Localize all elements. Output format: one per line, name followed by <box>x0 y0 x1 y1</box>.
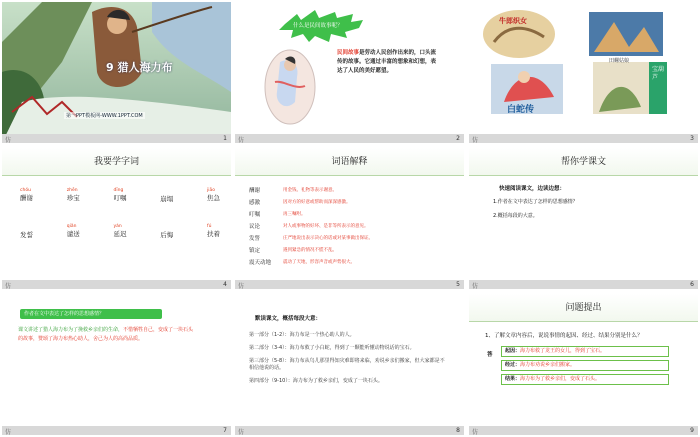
term-def: 庄严地说出表示决心的话或对某事做出保证。 <box>283 236 373 241</box>
slide-number: 1 <box>223 135 227 142</box>
word-text: 谴送 <box>66 230 80 238</box>
pinyin: chóu <box>20 188 31 193</box>
term-list <box>249 184 459 268</box>
word-item <box>114 224 127 239</box>
part-item: 第二部分（3-4）：海力布救了小白蛇，得到了一颗能听懂动物说话的宝石。 <box>249 345 415 351</box>
tale-label-2: 田螺姑娘 <box>609 58 630 64</box>
footer-mark: 仿 <box>472 429 479 435</box>
word-item <box>207 188 220 203</box>
term-row <box>249 196 459 208</box>
term-def: 震动了天地，形容声音或声势很大。 <box>283 260 355 265</box>
word-text: 后悔 <box>160 231 174 239</box>
term-word: 发誓 <box>249 236 261 242</box>
answer-text: 海力布为了救乡亲们，变成了石头。 <box>520 376 601 382</box>
slide8-lead: 默读课文，概括每段大意： <box>255 316 322 322</box>
slide7-answer <box>18 326 198 344</box>
pinyin: qiǎn <box>66 224 77 229</box>
slide-footer <box>469 134 698 143</box>
word-text: 崩塌 <box>160 195 174 203</box>
slide9-answers <box>501 346 669 385</box>
cover-subtitle: 第一PPT模板网-WWW.1PPT.COM <box>66 113 143 119</box>
slide-footer <box>2 426 231 435</box>
slide-number: 7 <box>223 427 227 434</box>
word-item <box>114 188 127 203</box>
word-item <box>160 188 173 203</box>
word-item <box>207 224 220 239</box>
word-row-2 <box>20 224 220 239</box>
slide-thumbnail-8[interactable] <box>235 294 464 435</box>
slide-footer <box>235 280 464 289</box>
footer-mark: 仿 <box>5 283 12 289</box>
answer-label: 起因： <box>505 348 521 354</box>
word-text: 延迟 <box>113 230 127 238</box>
part-item: 第一部分（1-2）：海力布是一个热心助人的人。 <box>249 332 355 338</box>
slide-title: 词语解释 <box>235 148 464 176</box>
slide-thumbnail-1[interactable] <box>2 2 231 143</box>
footer-mark: 仿 <box>238 429 245 435</box>
slide-grid <box>2 2 698 435</box>
slide-number: 6 <box>690 281 694 288</box>
term-def: 对人或事物的好坏、是非等所表示的意见。 <box>283 224 369 229</box>
slide-title: 我要学字词 <box>2 148 231 176</box>
slide-title: 帮你学课文 <box>469 148 698 176</box>
word-row-1 <box>20 188 220 203</box>
slide-thumbnail-9[interactable] <box>469 294 698 435</box>
slide-thumbnail-5[interactable] <box>235 148 464 289</box>
slide2-definition <box>337 49 437 76</box>
term-def: 再三嘱咐。 <box>283 212 306 217</box>
term-word: 震天动地 <box>249 260 272 266</box>
word-item <box>67 188 80 203</box>
term-word: 镇定 <box>249 248 261 254</box>
term-def: 用金钱、礼物等表示谢意。 <box>283 188 337 193</box>
slide7-banner: 作者在文中表达了怎样的思想感情？ <box>20 309 162 319</box>
pinyin: yán <box>113 224 122 229</box>
pinyin: jiāo <box>207 188 216 193</box>
term-def: 遇到紧急的情况不慌不乱。 <box>283 248 337 253</box>
term-word: 叮嘱 <box>249 212 261 218</box>
slide6-lead: 快速阅读课文，边读边想： <box>499 186 566 192</box>
word-text: 扶着 <box>207 230 220 238</box>
pinyin: fú <box>207 224 212 229</box>
slide6-question-1: 1.作者在文中表达了怎样的思想感情？ <box>493 199 578 205</box>
term-row <box>249 232 459 244</box>
answer-text: 海力布救了龙王的女儿，得到了宝石。 <box>520 348 606 354</box>
slide-title: 问题提出 <box>469 294 698 322</box>
slide-number: 2 <box>456 135 460 142</box>
footer-mark: 仿 <box>472 283 479 289</box>
slide-thumbnail-3[interactable] <box>469 2 698 143</box>
slide-footer <box>469 426 698 435</box>
slide9-question: 1、了解文章内容后，说说事情的起因、经过、结果分别是什么？ <box>485 333 643 339</box>
word-item <box>20 188 33 203</box>
slide-number: 8 <box>456 427 460 434</box>
slide-number: 4 <box>223 281 227 288</box>
footer-mark: 仿 <box>238 137 245 143</box>
footer-mark: 仿 <box>238 283 245 289</box>
slide2-banner: 什么是民间故事呢？ <box>293 23 343 29</box>
slide-footer <box>2 280 231 289</box>
word-item <box>67 224 80 239</box>
word-text: 叮嘱 <box>113 194 127 202</box>
tale-label-3: 白蛇传 <box>507 105 535 115</box>
answer-box <box>501 374 669 385</box>
word-text: 酬谢 <box>20 194 33 202</box>
answer-box <box>501 346 669 357</box>
pinyin: dīng <box>113 188 124 193</box>
word-text: 发誓 <box>20 231 33 239</box>
word-text: 焦急 <box>207 194 220 202</box>
tale-label-4: 宝葫芦 <box>652 66 665 81</box>
slide8-parts <box>249 332 449 385</box>
slide-number: 9 <box>690 427 694 434</box>
slide-thumbnail-2[interactable] <box>235 2 464 143</box>
term-word: 酬谢 <box>249 188 261 194</box>
slide-thumbnail-6[interactable] <box>469 148 698 289</box>
term-row <box>249 208 459 220</box>
slide7-answer-a: 课文讲述了猎人海力布为了挽救乡亲们的生命， <box>18 327 124 333</box>
tale-label-1: 牛郎织女 <box>499 17 527 25</box>
slide6-question-2: 2.概括每段的大意。 <box>493 213 538 219</box>
word-item <box>20 224 33 239</box>
slide9-answer-label: 答 <box>487 352 493 358</box>
slide-footer <box>235 426 464 435</box>
footer-mark: 仿 <box>5 137 12 143</box>
term-word: 感激 <box>249 200 261 206</box>
word-text: 珍宝 <box>66 194 80 202</box>
answer-label: 结果： <box>505 376 521 382</box>
slide-number: 5 <box>456 281 460 288</box>
term-row <box>249 256 459 268</box>
term-row <box>249 244 459 256</box>
term-word: 议论 <box>249 224 261 230</box>
word-item <box>160 224 173 239</box>
answer-box <box>501 360 669 371</box>
slide-footer <box>2 134 231 143</box>
answer-label: 经过： <box>505 362 521 368</box>
footer-mark: 仿 <box>472 137 479 143</box>
cover-title: 9 猎人海力布 <box>106 61 173 74</box>
answer-text: 海力布劝说乡亲们搬家。 <box>520 362 576 368</box>
part-item: 第三部分（5-8）：海力布从鸟儿那里得知灾难即将来临，劝说乡亲们搬家，但大家都是不相信他说的话。 <box>249 358 445 371</box>
slide-footer <box>469 280 698 289</box>
slide-number: 3 <box>690 135 694 142</box>
term-def: 因对方的好意或帮助而深深感激。 <box>283 200 351 205</box>
footer-mark: 仿 <box>5 429 12 435</box>
slide2-def-text: 是劳动人民创作出来的，口头流传的故事。它通过丰富的想象和幻想，表达了人民的美好愿望。 <box>337 50 437 74</box>
term-row <box>249 184 459 196</box>
part-item: 第四部分（9-10）：海力布为了救乡亲们，变成了一块石头。 <box>249 378 383 384</box>
slide-thumbnail-4[interactable] <box>2 148 231 289</box>
pinyin: zhēn <box>66 188 78 193</box>
term-row <box>249 220 459 232</box>
slide-footer <box>235 134 464 143</box>
slide7-answer-b: 不惜牺牲自己，变成了一块石头的故事，赞颂了海力布热心助人，舍己为人的高尚品质。 <box>18 327 194 342</box>
slide2-def-key: 民间故事 <box>337 50 360 56</box>
slide-thumbnail-7[interactable] <box>2 294 231 435</box>
